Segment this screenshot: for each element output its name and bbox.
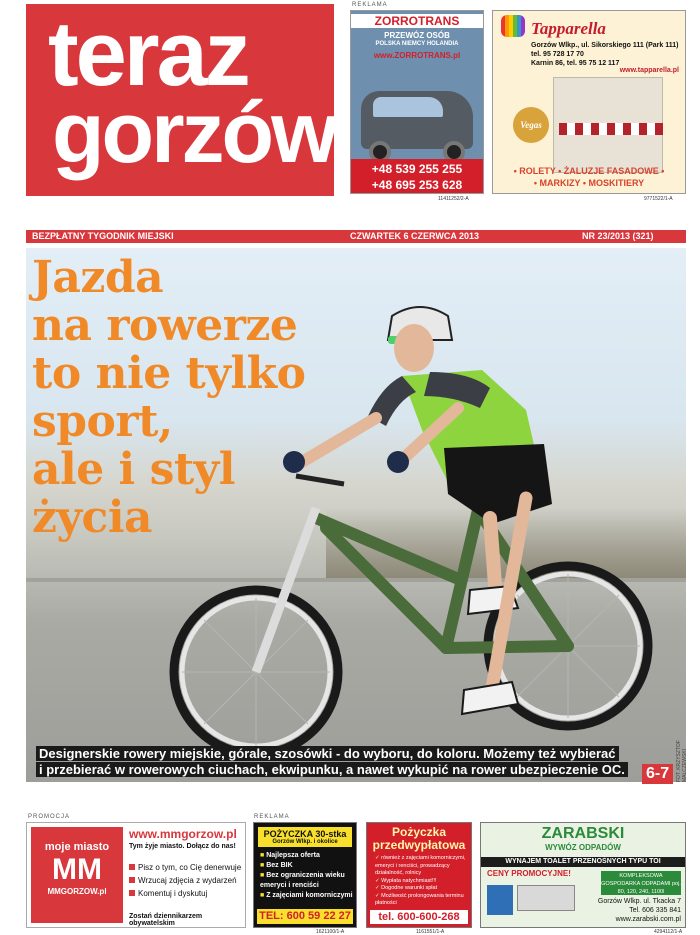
promo-footer: Zostań dziennikarzem obywatelskim: [129, 913, 203, 927]
promo-list: [129, 861, 241, 900]
ad-zarabski-subtitle: WYWÓZ ODPADÓW: [545, 843, 621, 852]
ad-tapparella-address2: Karnin 86, tel. 95 75 12 117: [531, 60, 620, 67]
ad-tapparella-footer1: • ROLETY • ŻALUZJE FASADOWE •: [513, 166, 665, 176]
headline-line: życia: [32, 492, 153, 543]
ad-pozyczka-30-list: [254, 851, 356, 901]
ad-tapparella-phone1: tel. 95 728 17 70: [531, 51, 584, 58]
headline-line: na rowerze: [32, 300, 298, 351]
ad-pozyczka-30-item: ■ Z zajęciami komorniczymi: [260, 891, 356, 901]
issue-strip: [26, 230, 686, 243]
ad-zarabski-code: 4294112/1-A: [654, 929, 683, 935]
promo-tagline: Tym żyje miasto. Dołącz do nas!: [129, 843, 236, 850]
ad-przedwyplatowa-item: ✓ Możliwość prolongowania terminu płatności: [375, 893, 467, 908]
promo-item: Wrzucaj zdjęcia z wydarzeń: [129, 874, 241, 887]
ad-zorrotrans-line2: POLSKA NIEMCY HOLANDIA: [375, 41, 459, 47]
mmgorzow-logo-url: MMGORZOW.pl: [47, 887, 107, 896]
ad-zorrotrans[interactable]: [350, 10, 484, 194]
ad-tapparella-footer: [493, 165, 685, 189]
page-reference-badge[interactable]: 6-7: [642, 764, 673, 784]
ad-zarabski-url: www.zarabski.com.pl: [615, 916, 681, 923]
ad-tapparella-url: www.tapparella.pl: [619, 67, 679, 74]
promo-item: Komentuj i dyskutuj: [129, 887, 241, 900]
headline-line: ale i styl: [32, 444, 235, 495]
hero-photo[interactable]: [26, 248, 686, 782]
headline-line: sport,: [32, 396, 173, 447]
ad-tapparella-footer2: • MARKIZY • MOSKITIERY: [533, 178, 645, 188]
tapparella-logo-icon: [501, 15, 525, 37]
ad-przedwyplatowa-item: ✓ Wypłata natychmiast!!!: [375, 878, 467, 886]
ad-przedwyplatowa-item: ✓ Dogodne warunki spłat: [375, 885, 467, 893]
ad-tapparella-code: 9771522/1-A: [644, 196, 673, 202]
ad-zorrotrans-phone2: +48 695 253 628: [371, 178, 463, 192]
masthead-line1: teraz: [48, 3, 248, 105]
ad-pozyczka-30-item: ■ Bez BIK: [260, 861, 356, 871]
ad-pozyczka-30[interactable]: [253, 822, 357, 928]
ad-zarabski-address-block: [598, 897, 681, 924]
promo-url[interactable]: www.mmgorzow.pl: [129, 827, 237, 841]
ad-pozyczka-przedwyplatowa[interactable]: [366, 822, 472, 928]
promo-mmgorzow[interactable]: [26, 822, 246, 928]
ad-pozyczka-30-header: [258, 827, 352, 847]
ad-pozyczka-30-item: ■ Bez ograniczenia wieku emeryci i renciści: [260, 871, 356, 891]
ad-zorrotrans-line1: PRZEWÓZ OSÓB: [384, 31, 450, 40]
ad-zorrotrans-phone1: +48 539 255 255: [371, 162, 463, 176]
masthead-logo: [26, 4, 334, 196]
ad-zarabski-green: KOMPLEKSOWA GOSPODARKA ODPADAMI poj. 80, 120, 240, 1100l: [601, 873, 681, 895]
ad-zarabski-title: ZARABSKI: [541, 825, 625, 842]
ad-zorrotrans-phones: [351, 159, 483, 193]
toilet-image: [487, 885, 513, 915]
ad-tapparella-badge: Vegas: [513, 107, 549, 143]
ad-zorrotrans-code: 11411252/2-A: [438, 196, 469, 202]
mmgorzow-logo-line: moje miasto: [44, 841, 110, 853]
ad-pozyczka-30-item: ■ Najlepsza oferta: [260, 851, 356, 861]
ad-pozyczka-30-tel: TEL: 600 59 22 27: [257, 909, 353, 924]
ad-przedwyplatowa-list: [367, 852, 471, 908]
van-window: [373, 97, 443, 117]
ad-zarabski-phone: Tel. 606 335 841: [629, 907, 681, 914]
ad-pozyczka-30-code: 1621100/1-A: [316, 929, 345, 935]
strip-weekly: BEZPŁATNY TYGODNIK MIEJSKI: [32, 231, 174, 241]
ad-pozyczka-30-title: POŻYCZKA 30-stka: [263, 829, 347, 839]
ad-label-top: REKLAMA: [352, 2, 388, 8]
strip-issue-number: NR 23/2013 (321): [582, 231, 654, 241]
ad-zarabski[interactable]: [480, 822, 686, 928]
mm-logo-icon: MM: [52, 853, 102, 886]
ad-label-bottom: REKLAMA: [254, 814, 290, 820]
ad-tapparella-address: [531, 41, 678, 68]
awning-image: [559, 123, 663, 135]
ad-przedwyplatowa-code: 1161551/1-A: [416, 929, 445, 935]
ad-pozyczka-30-subtitle: Gorzów Wlkp. i okolice: [272, 839, 338, 845]
ad-zarabski-promo: CENY PROMOCYJNE!: [487, 869, 571, 878]
photo-credit: FOT. KRZYSZTOF MALCZEWSKI: [676, 740, 688, 782]
hero-caption-line1: Designerskie rowery miejskie, górale, szosówki - do wyboru, do koloru. Możemy też wybierać: [36, 746, 619, 761]
ad-tapparella-address1: Gorzów Wlkp., ul. Sikorskiego 111 (Park 111): [531, 42, 679, 49]
strip-date: CZWARTEK 6 CZERWCA 2013: [350, 231, 480, 241]
headline-line: Jazda: [32, 252, 164, 303]
ad-zorrotrans-url: www.ZORROTRANS.pl: [373, 51, 461, 60]
ad-przedwyplatowa-item: ✓ również z zajęciami komorniczymi, emeryci i renciści, prowadzący działalność, rolnicy: [375, 855, 467, 878]
ad-tapparella[interactable]: [492, 10, 686, 194]
ad-zarabski-address: Gorzów Wlkp. ul. Tkacka 7: [597, 898, 681, 905]
headline-line: to nie tylko: [32, 348, 306, 399]
masthead-line2: gorzów: [52, 85, 335, 181]
truck-image: [517, 885, 575, 911]
ad-tapparella-brand: Tapparella: [531, 19, 606, 38]
hero-caption-line2: i przebierać w rowerowych ciuchach, ekwipunku, a nawet wykupić na rower ubezpieczenie OC.: [36, 762, 628, 777]
ad-zorrotrans-brand: ZORROTRANS: [351, 14, 483, 28]
promo-label: PROMOCJA: [28, 814, 71, 820]
ad-zarabski-band: WYNAJEM TOALET PRZENOŚNYCH TYPU TOI: [481, 857, 685, 867]
hero-headline: [32, 254, 305, 542]
mmgorzow-logo: [31, 827, 123, 923]
hero-caption: [36, 746, 628, 778]
ad-przedwyplatowa-tel: tel. 600-600-268: [370, 910, 468, 924]
promo-item: Pisz o tym, co Cię denerwuje: [129, 861, 241, 874]
ad-przedwyplatowa-title: Pożyczka przedwypłatowa: [372, 825, 466, 852]
